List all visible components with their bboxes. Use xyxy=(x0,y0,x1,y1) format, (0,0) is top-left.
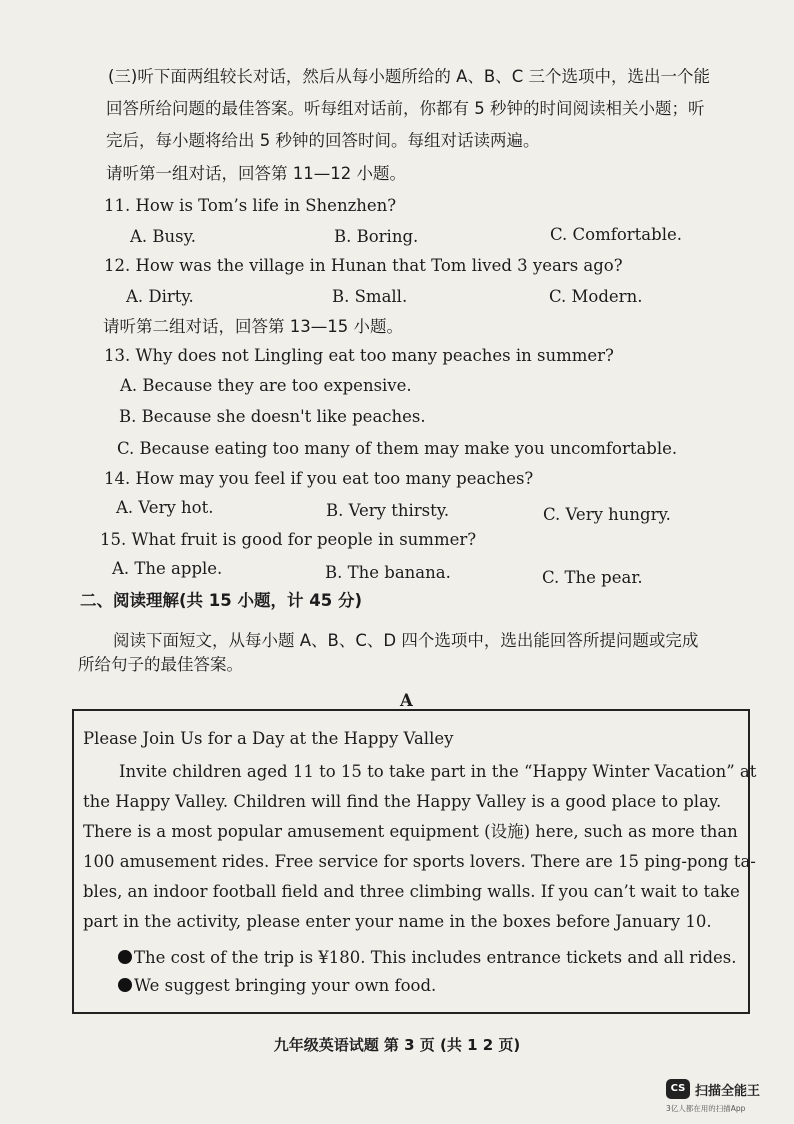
question-11-stem: 11. How is Tom’s life in Shenzhen? xyxy=(104,196,397,215)
passage-bullet-2 xyxy=(118,975,436,997)
question-15-stem: 15. What fruit is good for people in summer? xyxy=(100,530,477,549)
passage-bullet-1-text: The cost of the trip is ¥180. This includes entrance tickets and all rides. xyxy=(134,948,737,967)
bullet-icon xyxy=(118,950,132,964)
question-13-option-b[interactable]: B. Because she doesn't like peaches. xyxy=(119,407,426,426)
page-footer: 九年级英语试题 第 3 页 (共 1 2 页) xyxy=(273,1036,521,1054)
question-15-option-c[interactable]: C. The pear. xyxy=(542,568,643,587)
watermark-app-name: 扫描全能王 xyxy=(695,1084,761,1099)
question-15-option-a[interactable]: A. The apple. xyxy=(112,559,223,578)
question-14-option-c[interactable]: C. Very hungry. xyxy=(543,505,671,524)
question-13-option-a[interactable]: A. Because they are too expensive. xyxy=(120,376,412,395)
group1-instruction: 请听第一组对话，回答第 11—12 小题。 xyxy=(106,164,406,183)
part2-heading: 二、阅读理解(共 15 小题，计 45 分) xyxy=(80,591,362,610)
passage-bullet-1 xyxy=(118,947,736,969)
section3-instruction-line1: (三)听下面两组较长对话，然后从每小题所给的 A、B、C 三个选项中，选出一个能 xyxy=(108,67,710,86)
watermark-tagline: 3亿人都在用的扫描App xyxy=(666,1104,746,1113)
section3-instruction-line2: 回答所给问题的最佳答案。听每组对话前，你都有 5 秒钟的时间阅读相关小题；听 xyxy=(106,99,705,118)
passage-line-1: Invite children aged 11 to 15 to take part in the “Happy Winter Vacation” at xyxy=(119,762,757,781)
passage-line-4: 100 amusement rides. Free service for sports lovers. There are 15 ping-pong ta- xyxy=(83,852,756,871)
question-15-option-b[interactable]: B. The banana. xyxy=(325,563,451,582)
question-14-stem: 14. How may you feel if you eat too many peaches? xyxy=(104,469,534,488)
question-14-option-b[interactable]: B. Very thirsty. xyxy=(326,501,450,520)
question-11-option-a[interactable]: A. Busy. xyxy=(130,227,196,246)
question-11-option-b[interactable]: B. Boring. xyxy=(334,227,419,246)
question-11-option-c[interactable]: C. Comfortable. xyxy=(550,225,682,244)
part2-instruction-line1: 阅读下面短文，从每小题 A、B、C、D 四个选项中，选出能回答所提问题或完成 xyxy=(113,631,699,650)
camscanner-logo-icon: CS xyxy=(666,1079,690,1099)
passage-bullet-2-text: We suggest bringing your own food. xyxy=(134,976,437,995)
question-12-option-c[interactable]: C. Modern. xyxy=(549,287,643,306)
passage-line-6: part in the activity, please enter your name in the boxes before January 10. xyxy=(83,912,712,931)
passage-line-2: the Happy Valley. Children will find the Happy Valley is a good place to play. xyxy=(83,792,722,811)
question-14-option-a[interactable]: A. Very hot. xyxy=(116,498,214,517)
question-12-option-b[interactable]: B. Small. xyxy=(332,287,408,306)
passage-line-3: There is a most popular amusement equipment (设施) here, such as more than xyxy=(83,822,738,841)
question-12-stem: 12. How was the village in Hunan that Tom lived 3 years ago? xyxy=(104,256,623,275)
passage-title: Please Join Us for a Day at the Happy Valley xyxy=(83,729,454,748)
passage-box xyxy=(72,709,757,1014)
passage-letter: A xyxy=(400,691,413,710)
section3-instruction-line3: 完后，每小题将给出 5 秒钟的回答时间。每组对话读两遍。 xyxy=(106,131,540,150)
question-13-stem: 13. Why does not Lingling eat too many peaches in summer? xyxy=(104,346,614,365)
part2-instruction-line2: 所给句子的最佳答案。 xyxy=(78,655,243,674)
scanner-watermark xyxy=(666,1079,776,1115)
bullet-icon xyxy=(118,978,132,992)
question-13-option-c[interactable]: C. Because eating too many of them may make you uncomfortable. xyxy=(117,439,678,458)
group2-instruction: 请听第二组对话，回答第 13—15 小题。 xyxy=(103,317,403,336)
question-12-option-a[interactable]: A. Dirty. xyxy=(126,287,194,306)
passage-line-5: bles, an indoor football field and three climbing walls. If you can’t wait to take xyxy=(83,882,740,901)
